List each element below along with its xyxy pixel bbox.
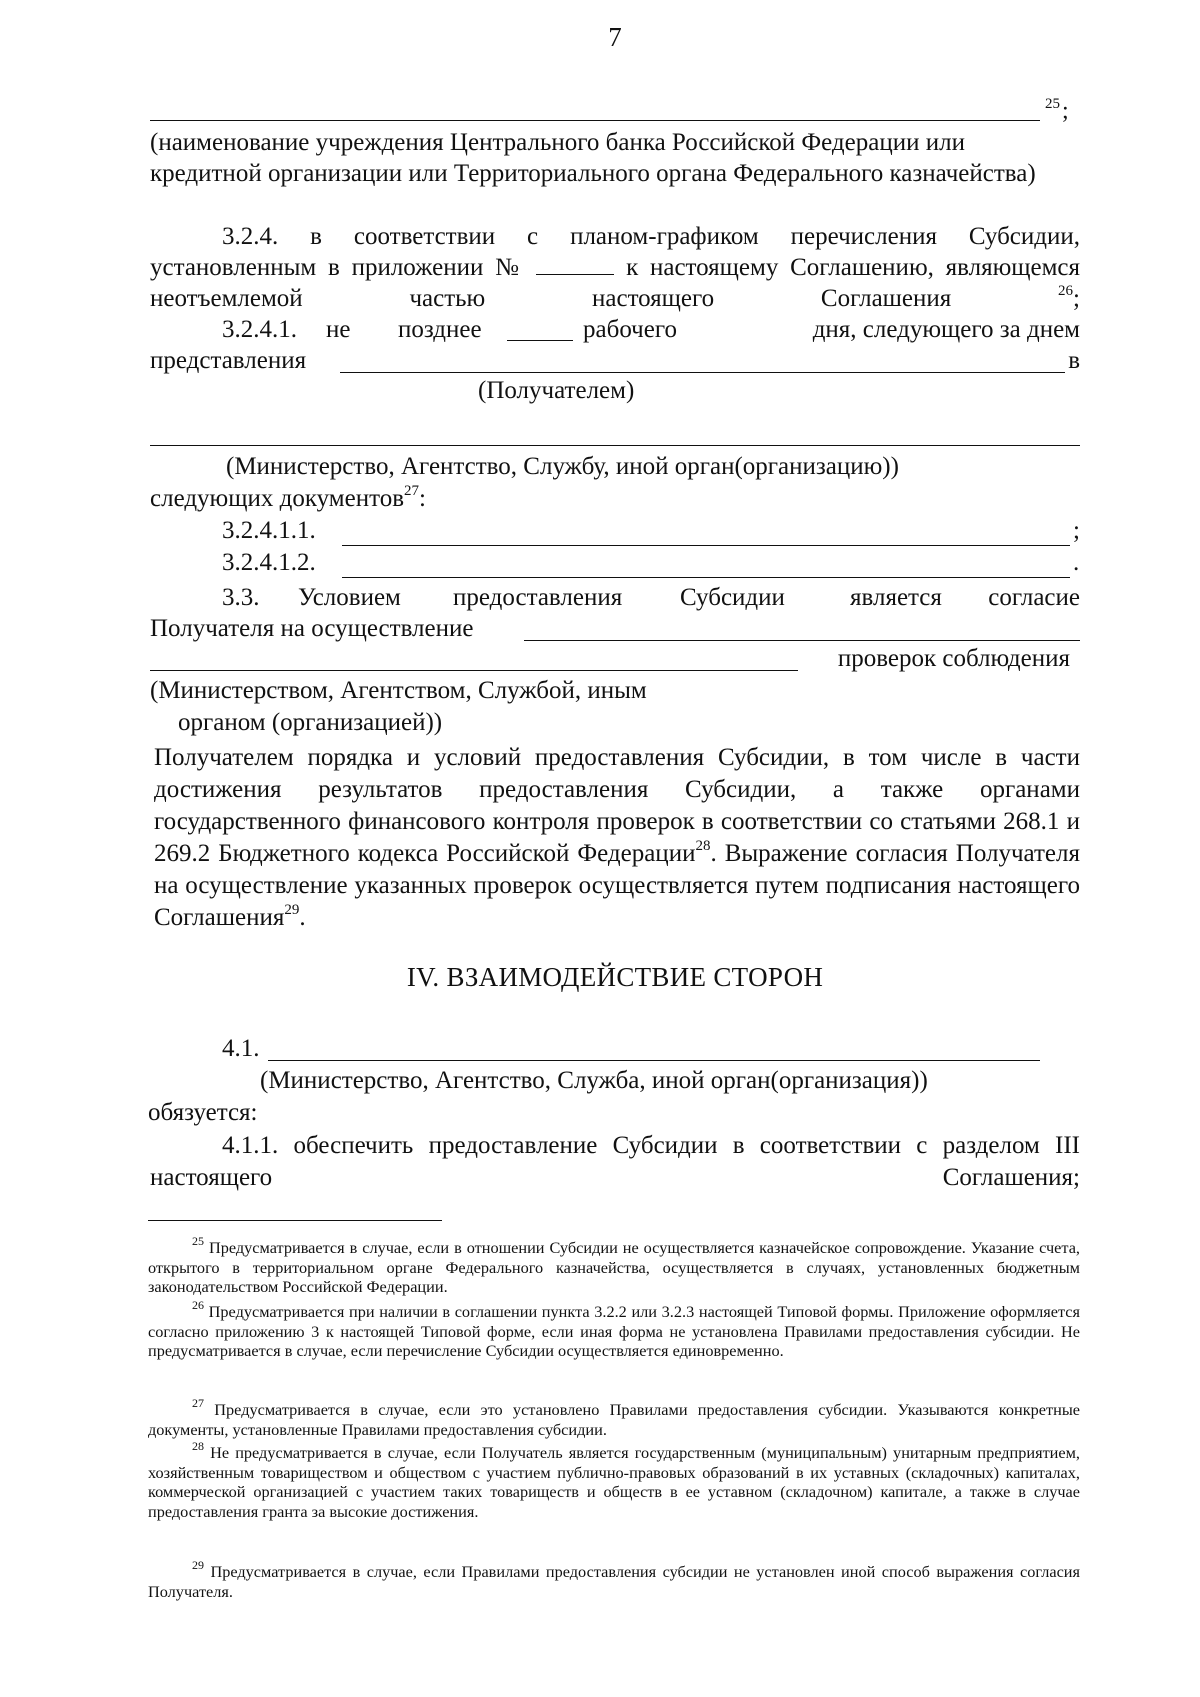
ministry-blank-line: [150, 445, 1080, 446]
bank-caption: (наименование учреждения Центрального банка Российской Федерации или кредитной организации или Территориального органа Федерального казначейства): [150, 129, 1036, 187]
footnote-text: Предусматривается в случае, если Правилами предоставления субсидии не установлен иной способ выражения согласия Получателя.: [148, 1562, 1080, 1601]
obliges-text: обязуется:: [148, 1099, 258, 1126]
footnote-28: [148, 1438, 1080, 1521]
item-1-blank: [342, 545, 1070, 546]
word: в: [1068, 347, 1080, 374]
word: Субсидии: [680, 584, 785, 611]
word: рабочего: [583, 316, 677, 343]
semicolon: ;: [1062, 98, 1069, 124]
footnote-ref-25: 25: [1045, 96, 1060, 112]
inspector-caption: (Министерством, Агентством, Службой, иным: [150, 677, 647, 704]
paragraph-text: обеспечить предоставление Субсидии в соответствии с разделом III настоящего Соглашения;: [150, 1132, 1081, 1191]
paragraph-text: в соответствии с планом-графиком перечисления Субсидии, установленным в приложении №: [150, 223, 1081, 281]
annex-number-blank: [536, 252, 614, 275]
item-number: 3.2.4.1.1.: [222, 517, 316, 544]
ministry-blank-4-1: [268, 1060, 1040, 1061]
item-2-blank: [342, 577, 1070, 578]
paragraph-3-3: [150, 582, 1080, 613]
punctuation: ;: [1073, 285, 1080, 312]
consent-label: Получателя на осуществление: [150, 615, 474, 642]
punctuation: :: [419, 485, 426, 512]
docs-text: следующих документов: [150, 485, 404, 512]
footnote-number: 25: [192, 1233, 204, 1248]
paragraph-number: 3.2.4.1.: [222, 316, 297, 343]
paragraph-number: 4.1.1.: [222, 1132, 279, 1159]
word: позднее: [398, 316, 482, 343]
inspector-caption-cont: органом (организацией)): [178, 709, 443, 736]
punctuation: .: [1073, 549, 1080, 576]
footnote-26: [148, 1297, 1081, 1361]
inspector-blank: [150, 670, 798, 671]
footnote-text: Предусматривается при наличии в соглашении пункта 3.2.2 или 3.2.3 настоящей Типовой формы. Приложение оформляется согласно приложению 3 к настоящей Типовой форме, если иная форма не установлена Правилами предоставления субсидии. Не предусматривается в случае, если перечисление Субсидии осуществляется единовременно.: [148, 1302, 1081, 1361]
page-number: 7: [608, 22, 622, 52]
submission-label: представления: [150, 347, 307, 374]
word: не: [326, 316, 351, 343]
footnote-number: 29: [192, 1557, 204, 1572]
recipient-blank: [340, 372, 1065, 373]
footnote-25: [148, 1233, 1080, 1297]
documents-line: [150, 482, 426, 513]
footnote-separator: [148, 1220, 442, 1221]
footnote-number: 27: [192, 1395, 204, 1410]
ministry-caption: (Министерство, Агентство, Службу, иной орган(организацию)): [226, 453, 899, 480]
inspections-text: проверок соблюдения: [837, 645, 1070, 672]
paragraph-3-3-body: [150, 742, 1080, 934]
punctuation: .: [299, 904, 306, 931]
word: является: [850, 584, 942, 611]
recipient-caption: (Получателем): [478, 377, 635, 404]
footnote-ref: 29: [284, 901, 300, 918]
paragraph-number: 4.1.: [222, 1035, 260, 1062]
footnote-number: 26: [192, 1297, 204, 1312]
footnote-27: [148, 1395, 1080, 1439]
footnote-ref: 26: [1058, 282, 1074, 299]
consent-line: [150, 613, 1080, 644]
paragraph-3-2-4-1: [150, 314, 1080, 345]
footnote-text: Предусматривается в случае, если это установлено Правилами предоставления субсидии. Указываются конкретные документы, установленные Правилами предоставления субсидии.: [148, 1400, 1080, 1439]
account-blank-line: [150, 120, 1040, 121]
paragraph-text-cont: к настоящему Соглашению, являющемся неотъемлемой частью настоящего Соглашения: [150, 254, 1081, 312]
footnote-29: [148, 1557, 1080, 1601]
word: дня, следующего за днем: [812, 316, 1080, 343]
item-number: 3.2.4.1.2.: [222, 549, 316, 576]
footnote-number: 28: [192, 1438, 204, 1453]
body-text: Получателем порядка и условий предоставления Субсидии, в том числе в части достижения результатов предоставления Субсидии, а также органами государственного финансового контроля проверок в соответствии со статьями 268.1 и 269.2 Бюджетного кодекса Российской Федерации: [154, 744, 1080, 867]
footnote-text: Не предусматривается в случае, если Получатель является государственным (муниципальным) унитарным предприятием, хозяйственным товариществом и обществом с участием публично-правовых образований в их уставных (складочных) капиталах, коммерческой организацией с участием таких товариществ и обществ в ее уставном (складочном) капитале, а также в случае предоставления гранта за высокие достижения.: [148, 1443, 1080, 1521]
paragraph-number: 3.2.4.: [222, 223, 279, 250]
footnote-ref: 28: [695, 837, 711, 854]
paragraph-3-2-4: [150, 221, 1080, 314]
footnote-ref: 27: [404, 482, 419, 499]
punctuation: ;: [1073, 517, 1080, 544]
body-text-cont: . Выражение согласия Получателя на осуществление указанных проверок осуществляется путем подписания настоящего Соглашения: [154, 840, 1080, 931]
word: Условием: [298, 584, 401, 611]
submission-line: [150, 345, 1080, 376]
consent-blank: [524, 640, 1080, 641]
section-heading: IV. ВЗАИМОДЕЙСТВИЕ СТОРОН: [406, 962, 824, 992]
days-blank: [507, 318, 573, 341]
ministry-caption-4-1: (Министерство, Агентство, Служба, иной орган(организация)): [260, 1067, 928, 1094]
paragraph-4-1-1: [150, 1130, 1080, 1194]
footnote-text: Предусматривается в случае, если в отношении Субсидии не осуществляется казначейское сопровождение. Указание счета, открытого в территориальном органе Федерального казначейства, осуществляется в случаях, установленных бюджетным законодательством Российской Федерации.: [148, 1238, 1080, 1297]
paragraph-number: 3.3.: [222, 584, 260, 611]
word: согласие: [988, 584, 1080, 611]
word: предоставления: [453, 584, 623, 611]
